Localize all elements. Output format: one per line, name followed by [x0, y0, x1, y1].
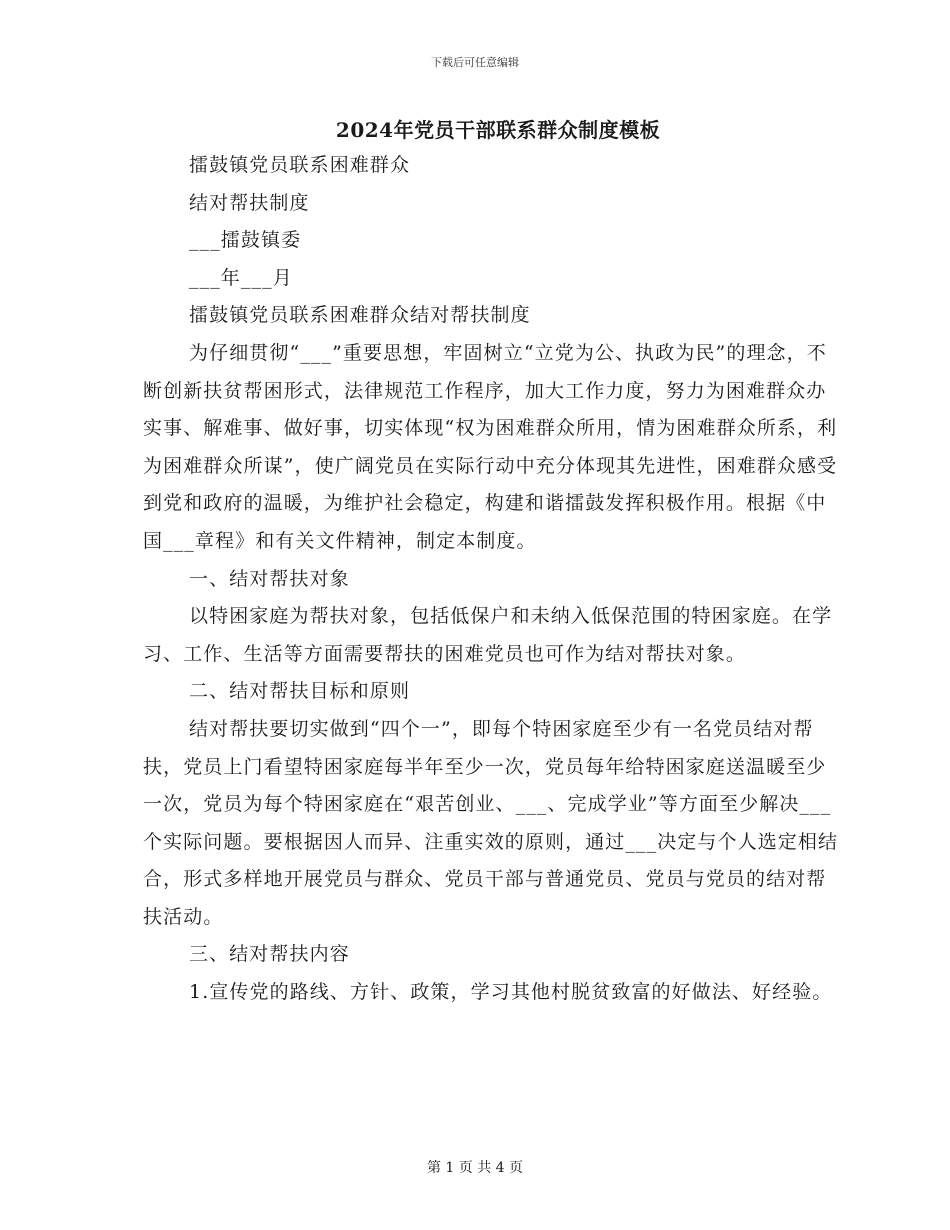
section-heading-1: 一、结对帮扶对象: [189, 567, 350, 590]
paragraph-intro: 为仔细贯彻“___”重要思想，牢固树立“立党为公、执政为民”的理念，不断创新扶贫帮困形式，法律规范工作程序，加大工作力度，努力为困难群众办实事、解难事、做好事，切实体现“权为困难群众所用，情为困难群众所系，利为困难群众所谋”，使广阔党员在实际行动中充分体现其先进性，困难群众感受到党和政府的温暖，为维护社会稳定，构建和谐擂鼓发挥积极作用。根据《中国___章程》和有关文件精神，制定本制度。: [143, 341, 838, 552]
document-title: 2024年党员干部联系群众制度模板: [335, 118, 661, 142]
paragraph-issuer: ___擂鼓镇委: [189, 229, 302, 252]
page-number-footer: 第 1 页 共 4 页: [426, 1160, 524, 1176]
paragraph-system-title: 擂鼓镇党员联系困难群众结对帮扶制度: [189, 304, 531, 327]
paragraph-section-3-item-1: 1.宣传党的路线、方针、政策，学习其他村脱贫致富的好做法、好经验。: [189, 981, 833, 1004]
paragraph-section-2: 结对帮扶要切实做到“四个一”，即每个特困家庭至少有一名党员结对帮扶，党员上门看望特困家庭每半年至少一次，党员每年给特困家庭送温暖至少一次，党员为每个特困家庭在“艰苦创业、___、完成学业”等方面至少解决___个实际问题。要根据因人而异、注重实效的原则，通过___决定与个人选定相结合，形式多样地开展党员与群众、党员干部与普通党员、党员与党员的结对帮扶活动。: [143, 717, 839, 928]
paragraph-date: ___年___月: [189, 266, 293, 289]
header-note: 下载后可任意编辑: [431, 56, 519, 69]
paragraph-org-line: 擂鼓镇党员联系困难群众: [189, 154, 411, 176]
document-body: [143, 147, 843, 1012]
section-heading-3: 三、结对帮扶内容: [189, 943, 350, 966]
paragraph-system-line: 结对帮扶制度: [189, 191, 310, 214]
section-heading-2: 二、结对帮扶目标和原则: [189, 680, 411, 703]
paragraph-section-1: 以特困家庭为帮扶对象，包括低保户和未纳入低保范围的特困家庭。在学习、工作、生活等方面需要帮扶的困难党员也可作为结对帮扶对象。: [143, 605, 833, 665]
